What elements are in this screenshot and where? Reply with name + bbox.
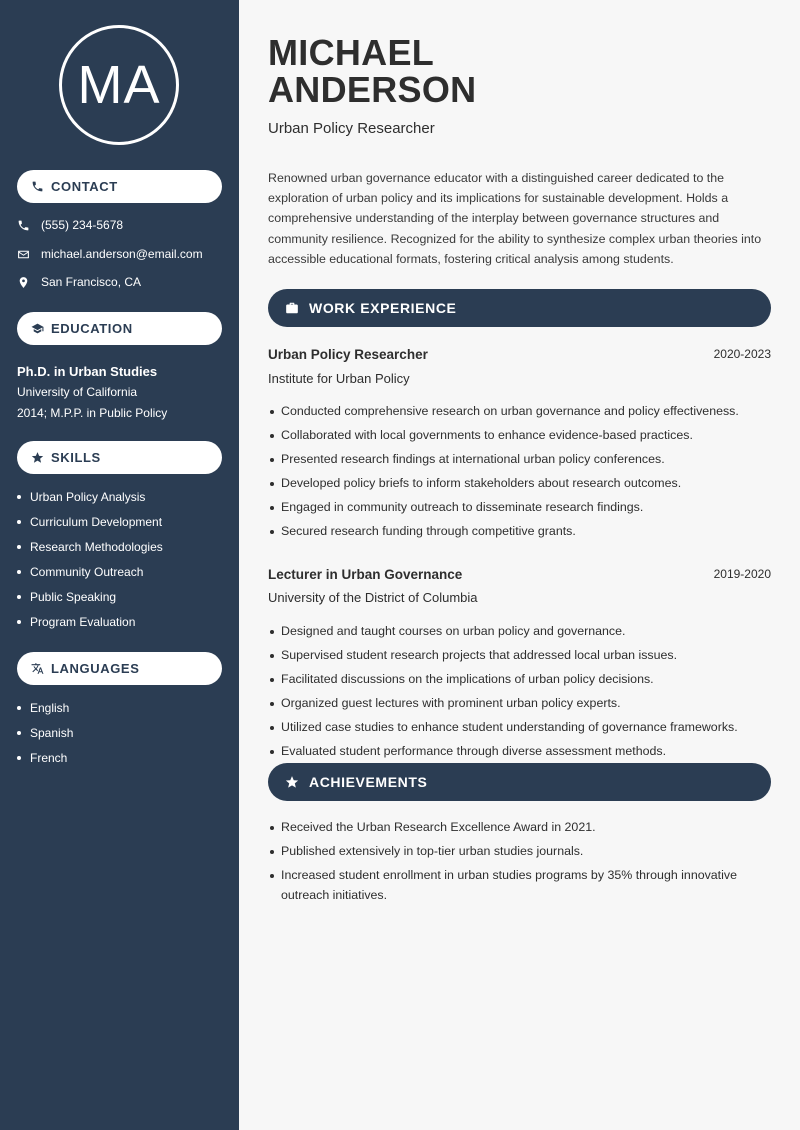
- email-link[interactable]: michael.anderson@email.com: [41, 247, 203, 261]
- job-bullet: Facilitated discussions on the implications of urban policy decisions.: [268, 670, 771, 690]
- name-last: ANDERSON: [268, 69, 477, 110]
- full-name: [268, 34, 476, 108]
- job-bullet: Designed and taught courses on urban policy and governance.: [268, 622, 771, 642]
- education-heading: [17, 312, 222, 345]
- skills-heading-label: SKILLS: [51, 450, 101, 465]
- job-bullet: Organized guest lectures with prominent urban policy experts.: [268, 694, 771, 714]
- phone-icon: [17, 219, 30, 232]
- job-bullet: Conducted comprehensive research on urban governance and policy effectiveness.: [268, 402, 771, 422]
- language-item: Spanish: [17, 720, 73, 745]
- achievements-heading: [268, 763, 771, 801]
- skill-item: Community Outreach: [17, 559, 163, 584]
- job-bullet: Secured research funding through competitive grants.: [268, 522, 771, 542]
- contact-phone: [17, 218, 123, 232]
- job-1-org: Institute for Urban Policy: [268, 371, 410, 386]
- achievement-item: Increased student enrollment in urban studies programs by 35% through innovative outreach initiatives.: [268, 866, 771, 905]
- star-icon: [285, 775, 299, 789]
- job-bullet: Utilized case studies to enhance student understanding of governance frameworks.: [268, 718, 771, 738]
- skills-list: [17, 484, 163, 634]
- languages-heading: [17, 652, 222, 685]
- job-1-title: Urban Policy Researcher: [268, 347, 428, 362]
- job-bullet: Collaborated with local governments to enhance evidence-based practices.: [268, 426, 771, 446]
- job-bullet: Engaged in community outreach to disseminate research findings.: [268, 498, 771, 518]
- job-bullet: Evaluated student performance through diverse assessment methods.: [268, 742, 771, 762]
- education-school: University of California: [17, 385, 138, 399]
- achievement-item: Received the Urban Research Excellence Award in 2021.: [268, 818, 771, 838]
- translate-icon: [31, 662, 44, 675]
- star-icon: [31, 451, 44, 464]
- briefcase-icon: [285, 301, 299, 315]
- language-item: English: [17, 695, 73, 720]
- languages-list: [17, 695, 73, 770]
- skill-item: Research Methodologies: [17, 534, 163, 559]
- languages-heading-label: LANGUAGES: [51, 661, 140, 676]
- skill-item: Curriculum Development: [17, 509, 163, 534]
- achievements-label: ACHIEVEMENTS: [309, 774, 428, 790]
- job-2-dates: 2019-2020: [713, 567, 771, 581]
- education-entry: [17, 361, 227, 424]
- achievements-list: [268, 818, 771, 910]
- contact-heading-label: CONTACT: [51, 179, 118, 194]
- map-pin-icon: [17, 276, 30, 289]
- contact-email: [17, 247, 203, 261]
- job-1-bullets: [268, 402, 771, 547]
- education-degree: Ph.D. in Urban Studies: [17, 364, 158, 379]
- monogram-avatar: MA: [59, 25, 179, 145]
- profile-summary: Renowned urban governance educator with a distinguished career dedicated to the exploration of urban policy and its implications for sustainable development. Holds a comprehensive understanding of the interplay between governance structures and community resilience. Recognized for the ability to synthesize complex urban theories into accessible educational formats, fostering critical analysis among students.: [268, 171, 762, 266]
- job-2-bullets: [268, 622, 771, 767]
- graduation-cap-icon: [31, 322, 44, 335]
- contact-heading: [17, 170, 222, 203]
- sidebar: [0, 0, 239, 1130]
- job-bullet: Developed policy briefs to inform stakeholders about research outcomes.: [268, 474, 771, 494]
- job-2-org: University of the District of Columbia: [268, 590, 478, 605]
- name-first: MICHAEL: [268, 32, 435, 73]
- envelope-icon: [17, 248, 30, 261]
- skill-item: Public Speaking: [17, 584, 163, 609]
- contact-location: [17, 275, 141, 289]
- phone-text: (555) 234-5678: [41, 218, 124, 232]
- education-heading-label: EDUCATION: [51, 321, 133, 336]
- work-experience-label: WORK EXPERIENCE: [309, 300, 457, 316]
- job-1-dates: 2020-2023: [713, 347, 771, 361]
- skills-heading: [17, 441, 222, 474]
- skill-item: Urban Policy Analysis: [17, 484, 163, 509]
- job-bullet: Supervised student research projects that addressed local urban issues.: [268, 646, 771, 666]
- education-details: 2014; M.P.P. in Public Policy: [17, 406, 168, 420]
- skill-item: Program Evaluation: [17, 609, 163, 634]
- job-bullet: Presented research findings at international urban policy conferences.: [268, 450, 771, 470]
- job-title: Urban Policy Researcher: [268, 120, 435, 137]
- achievement-item: Published extensively in top-tier urban studies journals.: [268, 842, 771, 862]
- phone-icon: [31, 180, 44, 193]
- job-2-title: Lecturer in Urban Governance: [268, 567, 463, 582]
- location-text: San Francisco, CA: [41, 275, 142, 289]
- language-item: French: [17, 745, 73, 770]
- work-experience-heading: [268, 289, 771, 327]
